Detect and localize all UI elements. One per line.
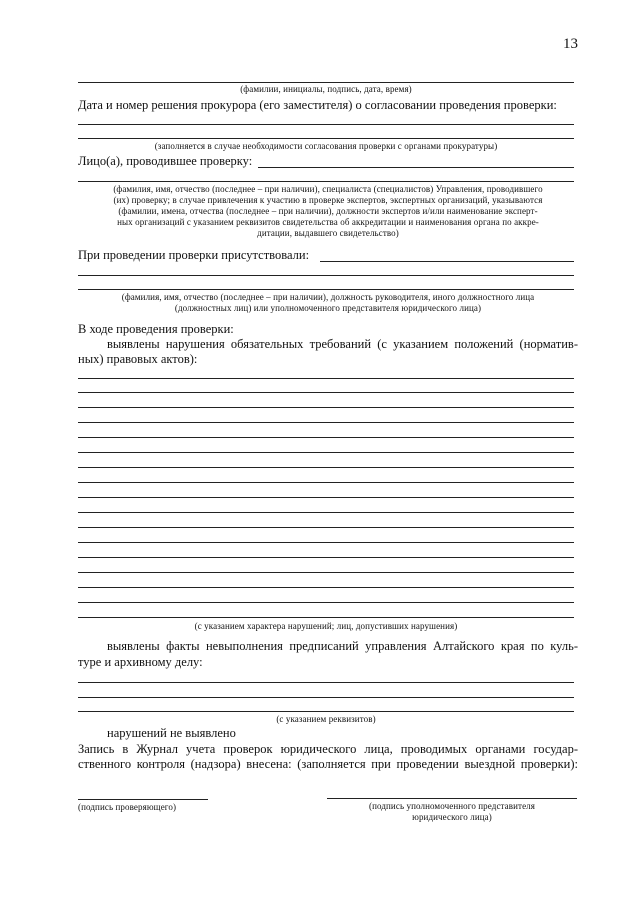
- caption-inspector-line: (их) проверку; в случае привлечения к участию в проверке экспертов, экспертных организаций, указываются: [113, 195, 543, 205]
- fill-line: [78, 527, 574, 528]
- caption-inspector-line: ных организаций с указанием реквизитов свидетельства об аккредитации и наименования органа по аккре-: [117, 217, 539, 227]
- fill-line: [78, 82, 574, 83]
- journal-text-line2: ственного контроля (надзора) внесена: (заполняется при проведении выездной проверки):: [78, 757, 578, 771]
- sign-representative-caption: [327, 801, 577, 823]
- nonfulfil-text-line2: туре и архивному делу:: [78, 655, 203, 669]
- fill-line: [78, 617, 574, 618]
- present-label: При проведении проверки присутствовали:: [78, 248, 310, 262]
- caption-prosecutor: (заполняется в случае необходимости согласования проверки с органами прокуратуры): [154, 141, 498, 151]
- prosecutor-label: Дата и номер решения прокурора (его заместителя) о согласовании проведения проверки:: [78, 98, 557, 112]
- fill-line: [78, 587, 574, 588]
- caption-violations: (с указанием характера нарушений; лиц, допустивших нарушения): [194, 621, 458, 631]
- nonfulfil-text-line1: выявлены факты невыполнения предписаний управления Алтайского края по куль-: [107, 639, 578, 653]
- fill-line: [78, 275, 574, 276]
- fill-line: [78, 452, 574, 453]
- during-label: В ходе проведения проверки:: [78, 322, 234, 336]
- caption-inspector-line: (фамилия, имя, отчество (последнее – при наличии), специалиста (специалистов) Управления, проводившего: [113, 184, 543, 194]
- caption-inspector: [78, 184, 578, 239]
- fill-line: [78, 497, 574, 498]
- inspector-label: Лицо(а), проводившее проверку:: [78, 154, 253, 168]
- fill-line: [78, 467, 574, 468]
- caption-inspector-line: дитации, выдавшего свидетельство): [257, 228, 399, 238]
- fill-line: [320, 261, 574, 262]
- fill-line: [78, 602, 574, 603]
- fill-line: [78, 542, 574, 543]
- signature-line-inspector: [78, 799, 208, 800]
- fill-line: [78, 482, 574, 483]
- violations-text-line1: выявлены нарушения обязательных требований (с указанием положений (норматив-: [107, 337, 578, 351]
- fill-line: [78, 711, 574, 712]
- caption-present-line: (фамилия, имя, отчество (последнее – при наличии), должность руководителя, иного должностного лица: [121, 292, 535, 302]
- fill-line: [78, 407, 574, 408]
- sign-inspector-caption: (подпись проверяющего): [78, 802, 177, 812]
- fill-line: [258, 167, 574, 168]
- fill-line: [78, 378, 574, 379]
- fill-line: [78, 181, 574, 182]
- no-violations-text: нарушений не выявлено: [107, 726, 236, 740]
- fill-line: [78, 557, 574, 558]
- fill-line: [78, 572, 574, 573]
- fill-line: [78, 682, 574, 683]
- fill-line: [78, 512, 574, 513]
- caption-present-line: (должностных лиц) или уполномоченного представителя юридического лица): [174, 303, 482, 313]
- fill-line: [78, 422, 574, 423]
- fill-line: [78, 437, 574, 438]
- sign-representative-line: юридического лица): [412, 812, 492, 822]
- fill-line: [78, 124, 574, 125]
- sign-representative-line: (подпись уполномоченного представителя: [368, 801, 535, 811]
- fill-line: [78, 697, 574, 698]
- violations-text-line2: ных) правовых актов):: [78, 352, 198, 366]
- journal-text-line1: Запись в Журнал учета проверок юридического лица, проводимых органами государ-: [78, 742, 578, 756]
- fill-line: [78, 289, 574, 290]
- caption-requisites: (с указанием реквизитов): [276, 714, 376, 724]
- caption-fio-sign: (фамилии, инициалы, подпись, дата, время): [240, 84, 412, 94]
- signature-line-representative: [327, 798, 577, 799]
- page-number: 13: [563, 36, 578, 52]
- caption-present: [78, 292, 578, 314]
- fill-line: [78, 138, 574, 139]
- fill-line: [78, 392, 574, 393]
- caption-inspector-line: (фамилии, имена, отчества (последнее – при наличии), должности экспертов и/или наименование эксперт-: [118, 206, 538, 216]
